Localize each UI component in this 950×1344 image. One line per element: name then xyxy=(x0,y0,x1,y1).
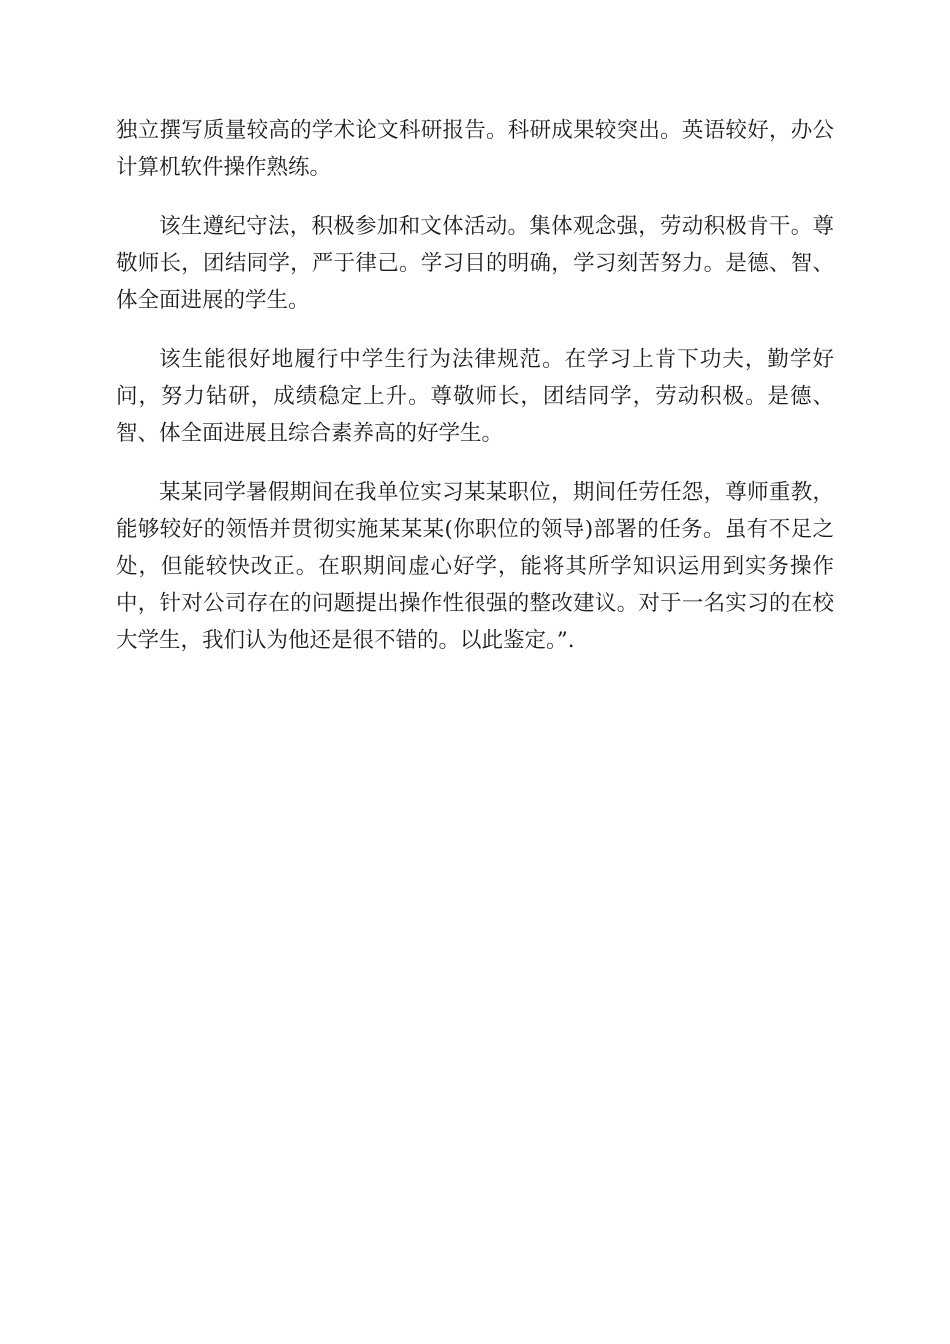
document-body xyxy=(116,112,834,681)
paragraph-2: 该生遵纪守法，积极参加和文体活动。集体观念强，劳动积极肯干。尊敬师长，团结同学，严于律己。学习目的明确，学习刻苦努力。是德、智、体全面进展的学生。 xyxy=(116,214,834,313)
paragraph-4: 某某同学暑假期间在我单位实习某某职位，期间任劳任怨，尊师重教，能够较好的领悟并贯彻实施某某某(你职位的领导)部署的任务。虽有不足之处，但能较快改正。在职期间虚心好学，能将其所学知识运用到实务操作中，针对公司存在的问题提出操作性很强的整改建议。对于一名实习的在校大学生，我们认为他还是很不错的。以此鉴定。”. xyxy=(116,480,834,653)
paragraph-1: 独立撰写质量较高的学术论文科研报告。科研成果较突出。英语较好，办公计算机软件操作熟练。 xyxy=(116,118,834,180)
paragraph-3: 该生能很好地履行中学生行为法律规范。在学习上肯下功夫，勤学好问，努力钻研，成绩稳定上升。尊敬师长，团结同学，劳动积极。是德、智、体全面进展且综合素养高的好学生。 xyxy=(116,347,834,446)
